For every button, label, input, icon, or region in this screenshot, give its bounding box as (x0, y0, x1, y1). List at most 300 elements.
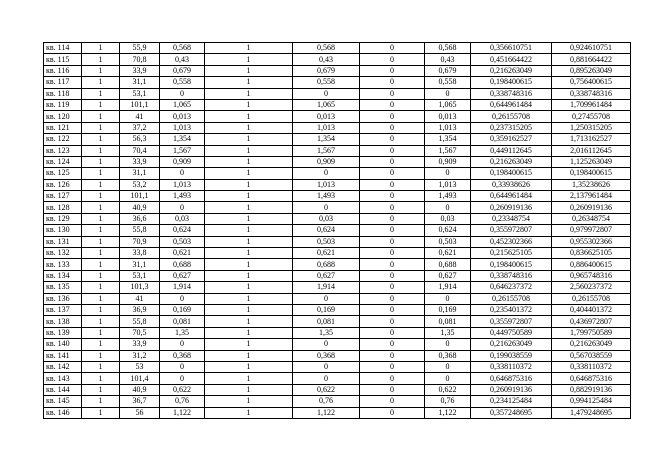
table-cell: 0,27455708 (552, 111, 631, 122)
table-cell: 0 (360, 396, 425, 407)
table-cell: 0,234125484 (471, 396, 552, 407)
table-cell: 56,3 (120, 134, 160, 145)
apartment-cell: кв. 123 (44, 145, 82, 156)
table-cell: 0 (360, 99, 425, 110)
table-cell: 0,568 (293, 43, 360, 54)
table-cell: 0,627 (425, 270, 471, 281)
table-cell: 0,621 (425, 248, 471, 259)
table-cell: 1,493 (293, 191, 360, 202)
table-cell: 40,9 (120, 384, 160, 395)
table-cell: 0,881664422 (552, 54, 631, 65)
table-cell: 0,622 (293, 384, 360, 395)
table-cell: 0,198400615 (471, 77, 552, 88)
table-cell: 0,23348754 (471, 213, 552, 224)
table-cell: 0 (293, 373, 360, 384)
table-cell: 0 (425, 202, 471, 213)
table-row (44, 339, 631, 350)
apartment-cell: кв. 139 (44, 327, 82, 338)
table-cell: 0,624 (160, 225, 205, 236)
table-cell: 0,338110372 (471, 361, 552, 372)
table-cell: 0 (293, 339, 360, 350)
table-cell: 1 (82, 407, 120, 418)
table-cell: 0,198400615 (471, 259, 552, 270)
table-cell: 0,081 (293, 316, 360, 327)
table-cell: 0,76 (293, 396, 360, 407)
table-row (44, 270, 631, 281)
table-cell: 0,886400615 (552, 259, 631, 270)
table-cell: 1 (82, 99, 120, 110)
table-cell: 0 (360, 236, 425, 247)
table-cell: 1 (205, 88, 293, 99)
table-cell: 1 (82, 225, 120, 236)
table-cell: 0,621 (293, 248, 360, 259)
apartment-cell: кв. 135 (44, 282, 82, 293)
table-cell: 101,4 (120, 373, 160, 384)
table-row (44, 282, 631, 293)
table-cell: 1 (205, 134, 293, 145)
table-row (44, 88, 631, 99)
table-cell: 0 (360, 202, 425, 213)
table-row (44, 350, 631, 361)
table-row (44, 384, 631, 395)
table-cell: 0,359162527 (471, 134, 552, 145)
apartment-cell: кв. 146 (44, 407, 82, 418)
table-cell: 0,624 (293, 225, 360, 236)
table-cell: 55,8 (120, 316, 160, 327)
table-cell: 1,065 (425, 99, 471, 110)
table-cell: 0 (360, 145, 425, 156)
table-cell: 1,354 (293, 134, 360, 145)
table-cell: 0,979972807 (552, 225, 631, 236)
table-cell: 1,122 (160, 407, 205, 418)
table-row (44, 191, 631, 202)
table-cell: 0,452302366 (471, 236, 552, 247)
table-cell: 53 (120, 361, 160, 372)
table-cell: 0 (360, 54, 425, 65)
table-cell: 1 (82, 384, 120, 395)
apartment-cell: кв. 132 (44, 248, 82, 259)
apartment-cell: кв. 141 (44, 350, 82, 361)
table-cell: 1 (205, 293, 293, 304)
table-cell: 0,260919136 (471, 384, 552, 395)
table-cell: 101,3 (120, 282, 160, 293)
table-cell: 0,43 (160, 54, 205, 65)
table-cell: 0,503 (293, 236, 360, 247)
table-cell: 0,679 (425, 65, 471, 76)
table-cell: 0,503 (160, 236, 205, 247)
apartment-cell: кв. 134 (44, 270, 82, 281)
table-cell: 0,622 (425, 384, 471, 395)
table-cell: 0 (360, 316, 425, 327)
table-cell: 1 (82, 43, 120, 54)
table-cell: 0,215625105 (471, 248, 552, 259)
table-cell: 0,76 (160, 396, 205, 407)
table-cell: 1,713162527 (552, 134, 631, 145)
table-row (44, 407, 631, 418)
table-cell: 0 (360, 282, 425, 293)
table-cell: 1,013 (160, 179, 205, 190)
table-cell: 0 (293, 88, 360, 99)
table-cell: 70,8 (120, 54, 160, 65)
table-row (44, 179, 631, 190)
table-cell: 1 (82, 373, 120, 384)
table-cell: 1,250315205 (552, 122, 631, 133)
table-cell: 1 (205, 54, 293, 65)
table-cell: 1 (82, 145, 120, 156)
table-cell: 0,355972807 (471, 225, 552, 236)
table-cell: 1,354 (425, 134, 471, 145)
table-cell: 1,493 (425, 191, 471, 202)
table-row (44, 396, 631, 407)
table-cell: 0,198400615 (471, 168, 552, 179)
table-cell: 1 (205, 373, 293, 384)
table-cell: 1 (82, 316, 120, 327)
table-cell: 0 (293, 361, 360, 372)
table-row (44, 54, 631, 65)
table-cell: 0,33938626 (471, 179, 552, 190)
table-cell: 0,013 (293, 111, 360, 122)
table-row (44, 316, 631, 327)
table-cell: 1 (205, 65, 293, 76)
table-row (44, 145, 631, 156)
table-cell: 0 (425, 88, 471, 99)
table-cell: 0,169 (160, 304, 205, 315)
apartment-cell: кв. 117 (44, 77, 82, 88)
table-row (44, 236, 631, 247)
table-cell: 53,1 (120, 88, 160, 99)
table-cell: 0 (360, 384, 425, 395)
table-cell: 1 (205, 327, 293, 338)
table-cell: 0,216263049 (471, 156, 552, 167)
table-cell: 1,122 (425, 407, 471, 418)
table-row (44, 122, 631, 133)
table-cell: 0,216263049 (471, 65, 552, 76)
table-cell: 0 (160, 202, 205, 213)
table-cell: 0,169 (425, 304, 471, 315)
table-cell: 31,2 (120, 350, 160, 361)
table-cell: 0 (360, 293, 425, 304)
table-cell: 1 (205, 213, 293, 224)
table-cell: 1,354 (160, 134, 205, 145)
table-cell: 1 (82, 236, 120, 247)
table-cell: 53,2 (120, 179, 160, 190)
table-cell: 0 (425, 361, 471, 372)
table-cell: 1 (205, 361, 293, 372)
table-cell: 1 (205, 43, 293, 54)
table-cell: 1 (82, 327, 120, 338)
table-cell: 1 (82, 270, 120, 281)
table-row (44, 213, 631, 224)
table-cell: 0,646875316 (471, 373, 552, 384)
table-cell: 70,4 (120, 145, 160, 156)
table-cell: 0 (293, 202, 360, 213)
table-cell: 1,567 (425, 145, 471, 156)
table-cell: 37,2 (120, 122, 160, 133)
table-cell: 0,013 (425, 111, 471, 122)
table-cell: 1 (82, 339, 120, 350)
table-cell: 1 (205, 248, 293, 259)
table-cell: 1 (205, 396, 293, 407)
table-cell: 31,1 (120, 168, 160, 179)
table-cell: 1,013 (160, 122, 205, 133)
table-cell: 1 (205, 236, 293, 247)
apartment-cell: кв. 137 (44, 304, 82, 315)
table-row (44, 43, 631, 54)
table-cell: 1 (205, 350, 293, 361)
table-row (44, 168, 631, 179)
apartment-cell: кв. 143 (44, 373, 82, 384)
table-cell: 0,237315205 (471, 122, 552, 133)
table-cell: 1,065 (293, 99, 360, 110)
table-cell: 0 (360, 304, 425, 315)
table-cell: 0,338110372 (552, 361, 631, 372)
table-cell: 1,914 (425, 282, 471, 293)
table-cell: 1 (205, 259, 293, 270)
table-cell: 0,03 (293, 213, 360, 224)
table-cell: 0,198400615 (552, 168, 631, 179)
table-cell: 0,451664422 (471, 54, 552, 65)
table-row (44, 304, 631, 315)
table-cell: 0,081 (160, 316, 205, 327)
table-cell: 1 (205, 156, 293, 167)
table-cell: 0,624 (425, 225, 471, 236)
table-cell: 2,016112645 (552, 145, 631, 156)
table-row (44, 225, 631, 236)
table-cell: 1 (205, 316, 293, 327)
table-cell: 0,909 (160, 156, 205, 167)
table-cell: 0,43 (293, 54, 360, 65)
table-cell: 1,013 (293, 179, 360, 190)
table-cell: 1,35 (160, 327, 205, 338)
table-cell: 2,137961484 (552, 191, 631, 202)
apartment-cell: кв. 128 (44, 202, 82, 213)
table-cell: 0,567038559 (552, 350, 631, 361)
table-cell: 1 (205, 270, 293, 281)
table-cell: 1 (205, 304, 293, 315)
apartment-cell: кв. 136 (44, 293, 82, 304)
table-cell: 1 (205, 202, 293, 213)
table-cell: 101,1 (120, 191, 160, 202)
table-cell: 1 (82, 168, 120, 179)
table-cell: 0,235401372 (471, 304, 552, 315)
table-cell: 31,1 (120, 77, 160, 88)
table-cell: 53,1 (120, 270, 160, 281)
table-cell: 0,26155708 (471, 293, 552, 304)
table-cell: 0,558 (293, 77, 360, 88)
table-cell: 0 (425, 293, 471, 304)
table-row (44, 202, 631, 213)
table-cell: 1 (205, 99, 293, 110)
table-cell: 33,9 (120, 65, 160, 76)
table-cell: 0,644961484 (471, 191, 552, 202)
table-cell: 0,404401372 (552, 304, 631, 315)
table-cell: 31,1 (120, 259, 160, 270)
table-cell: 0,909 (293, 156, 360, 167)
apartment-cell: кв. 142 (44, 361, 82, 372)
table-cell: 0 (360, 259, 425, 270)
table-cell: 0 (360, 77, 425, 88)
table-cell: 1 (205, 339, 293, 350)
table-cell: 1 (82, 259, 120, 270)
table-cell: 0,909 (425, 156, 471, 167)
table-cell: 1,35 (425, 327, 471, 338)
table-cell: 0,169 (293, 304, 360, 315)
table-cell: 1 (82, 396, 120, 407)
table-row (44, 248, 631, 259)
apartment-cell: кв. 138 (44, 316, 82, 327)
table-cell: 1 (82, 361, 120, 372)
table-cell: 0,568 (160, 43, 205, 54)
table-cell: 0,558 (160, 77, 205, 88)
table-row (44, 156, 631, 167)
apartment-cell: кв. 120 (44, 111, 82, 122)
table-cell: 36,9 (120, 304, 160, 315)
table-cell: 0 (360, 191, 425, 202)
table-cell: 0 (360, 134, 425, 145)
table-cell: 0,43 (425, 54, 471, 65)
table-cell: 1 (82, 65, 120, 76)
table-cell: 40,9 (120, 202, 160, 213)
table-cell: 0,895263049 (552, 65, 631, 76)
table-cell: 70,5 (120, 327, 160, 338)
table-row (44, 327, 631, 338)
table-cell: 0 (425, 373, 471, 384)
table-cell: 1 (205, 122, 293, 133)
table-cell: 0,356610751 (471, 43, 552, 54)
table-cell: 1 (82, 350, 120, 361)
table-cell: 0 (160, 339, 205, 350)
table-cell: 0,646237372 (471, 282, 552, 293)
table-row (44, 373, 631, 384)
table-cell: 0,03 (425, 213, 471, 224)
table-cell: 1 (205, 384, 293, 395)
table-cell: 0,26348754 (552, 213, 631, 224)
apartment-cell: кв. 114 (44, 43, 82, 54)
apartment-cell: кв. 144 (44, 384, 82, 395)
table-row (44, 134, 631, 145)
apartment-cell: кв. 127 (44, 191, 82, 202)
table-cell: 1,567 (293, 145, 360, 156)
table-cell: 0 (360, 179, 425, 190)
table-cell: 1 (82, 191, 120, 202)
table-cell: 0 (160, 293, 205, 304)
table-cell: 0,03 (160, 213, 205, 224)
table-cell: 0 (360, 43, 425, 54)
table-cell: 1,013 (425, 179, 471, 190)
table-cell: 0,622 (160, 384, 205, 395)
table-cell: 0 (360, 65, 425, 76)
table-cell: 1 (82, 134, 120, 145)
apartment-cell: кв. 116 (44, 65, 82, 76)
table-cell: 0,646875316 (552, 373, 631, 384)
table-cell: 0,924610751 (552, 43, 631, 54)
table-cell: 1 (82, 213, 120, 224)
table-cell: 0 (360, 111, 425, 122)
table-cell: 0,621 (160, 248, 205, 259)
table-cell: 56 (120, 407, 160, 418)
table-cell: 0,199038559 (471, 350, 552, 361)
table-cell: 0,355972807 (471, 316, 552, 327)
table-cell: 0,338748316 (471, 270, 552, 281)
table-cell: 0 (360, 270, 425, 281)
table-cell: 0 (360, 339, 425, 350)
table-cell: 1 (82, 77, 120, 88)
table-cell: 1,799750589 (552, 327, 631, 338)
table-row (44, 77, 631, 88)
table-cell: 1,35238626 (552, 179, 631, 190)
table-cell: 1,567 (160, 145, 205, 156)
table-cell: 0,76 (425, 396, 471, 407)
table-cell: 0 (360, 350, 425, 361)
table-cell: 33,9 (120, 339, 160, 350)
table-cell: 1 (82, 111, 120, 122)
table-cell: 0,368 (293, 350, 360, 361)
table-cell: 1 (82, 54, 120, 65)
table-cell: 55,9 (120, 43, 160, 54)
table-cell: 1 (205, 282, 293, 293)
table-cell: 0 (160, 373, 205, 384)
table-row (44, 361, 631, 372)
table-cell: 1 (82, 248, 120, 259)
table-cell: 1,493 (160, 191, 205, 202)
table-cell: 1,122 (293, 407, 360, 418)
table-cell: 0,679 (160, 65, 205, 76)
table-cell: 0,368 (425, 350, 471, 361)
table-row (44, 65, 631, 76)
table-row (44, 111, 631, 122)
table-cell: 0,688 (160, 259, 205, 270)
table-cell: 0,955302366 (552, 236, 631, 247)
table-cell: 1 (205, 168, 293, 179)
table-cell: 0,568 (425, 43, 471, 54)
table-cell: 0,994125484 (552, 396, 631, 407)
table-cell: 1 (82, 293, 120, 304)
table-cell: 1 (82, 122, 120, 133)
table-cell: 1 (82, 179, 120, 190)
table-cell: 1 (82, 156, 120, 167)
table-cell: 0 (360, 225, 425, 236)
apartment-cell: кв. 119 (44, 99, 82, 110)
table-cell: 33,9 (120, 156, 160, 167)
apartment-cell: кв. 145 (44, 396, 82, 407)
table-cell: 0 (360, 248, 425, 259)
table-cell: 0,688 (293, 259, 360, 270)
table-cell: 1,013 (293, 122, 360, 133)
table-cell: 0 (360, 122, 425, 133)
table-cell: 1,35 (293, 327, 360, 338)
data-table (43, 42, 631, 419)
table-cell: 0,260919136 (471, 202, 552, 213)
table-cell: 0,756400615 (552, 77, 631, 88)
table-cell: 0,965748316 (552, 270, 631, 281)
table-cell: 0 (360, 88, 425, 99)
table-cell: 0,26155708 (552, 293, 631, 304)
table-cell: 1,125263049 (552, 156, 631, 167)
table-row (44, 293, 631, 304)
table-cell: 41 (120, 111, 160, 122)
table-cell: 0 (360, 327, 425, 338)
table-cell: 1 (82, 202, 120, 213)
apartment-cell: кв. 125 (44, 168, 82, 179)
table-cell: 0 (293, 293, 360, 304)
table-cell: 0 (360, 361, 425, 372)
table-cell: 0,627 (160, 270, 205, 281)
table-cell: 0 (160, 168, 205, 179)
table-cell: 1,013 (425, 122, 471, 133)
apartment-cell: кв. 140 (44, 339, 82, 350)
apartment-cell: кв. 126 (44, 179, 82, 190)
table-cell: 0,260919136 (552, 202, 631, 213)
